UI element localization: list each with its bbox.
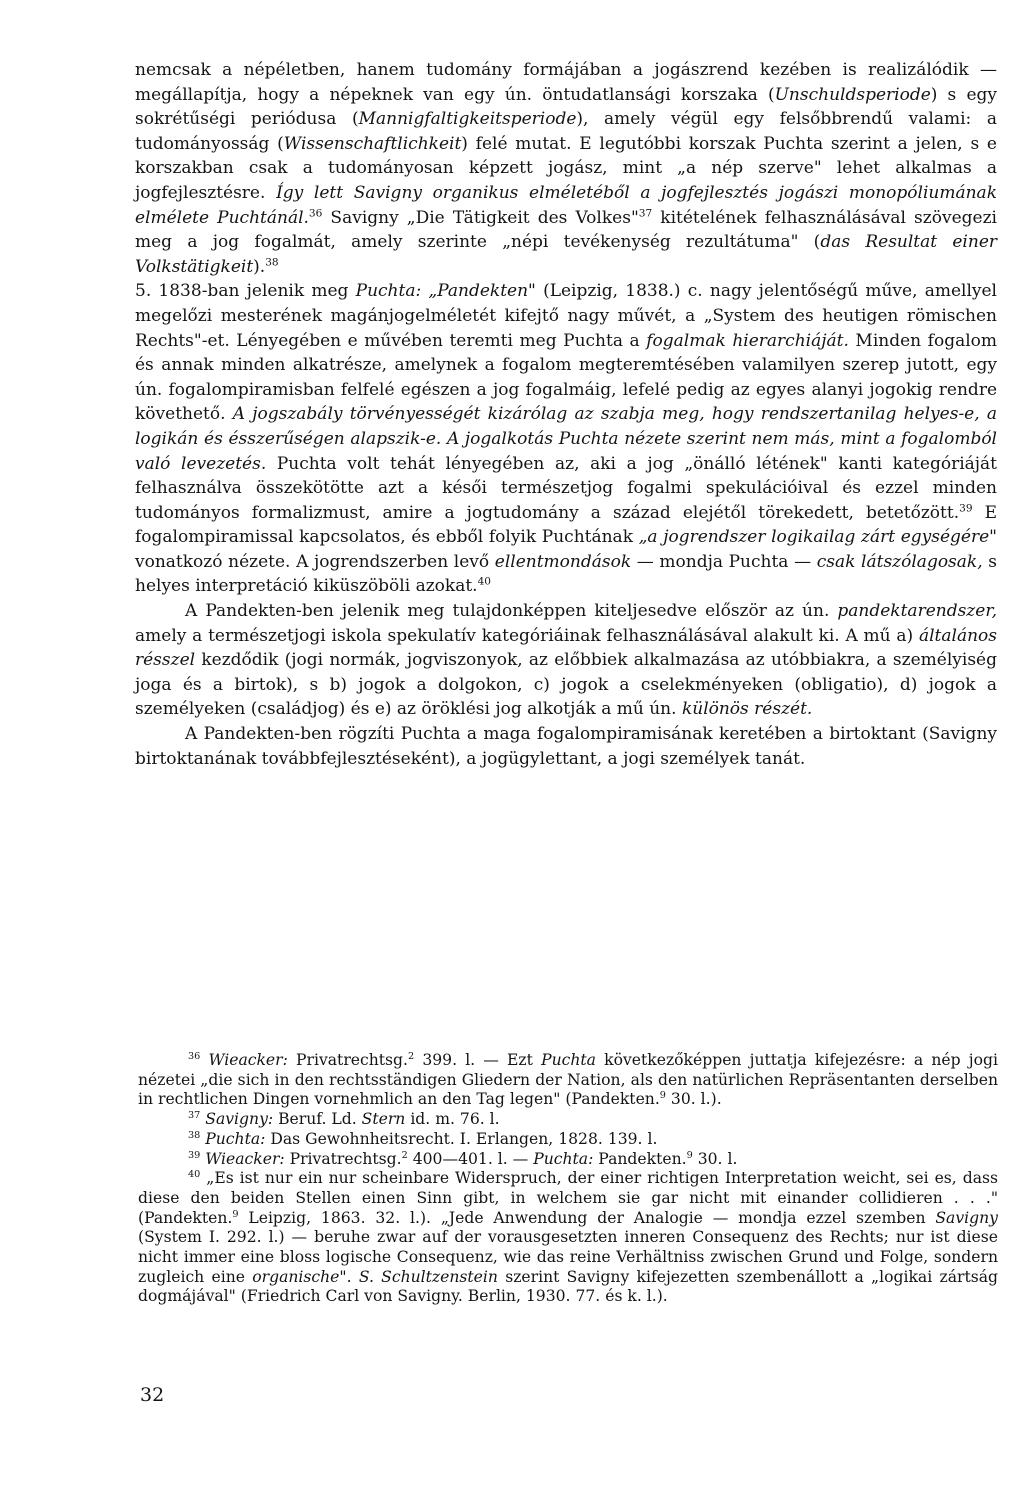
text-run: — mondja Puchta — (631, 551, 817, 572)
text-run: 399. l. — Ezt (414, 1051, 542, 1069)
text-run: Pandekten. (593, 1149, 687, 1168)
text-run: vonatkozó nézete. A jogrendszerben levő (135, 551, 495, 572)
italic-term: Unschuldsperiode (774, 84, 931, 105)
footnote-37 (138, 1110, 998, 1130)
text-run: nemcsak a népéletben, hanem tudomány formájában a jogászrend kezében is realizálódik — megállapítja, hogy a népeknek van egy ún. öntudatlansági korszaka ( (135, 60, 997, 105)
text-run: A Pandekten-ben jelenik meg tulajdonképpen kiteljesedve először az ún. (185, 601, 838, 622)
paragraph-1 (135, 58, 997, 279)
italic-author: Wieacker: (208, 1051, 288, 1069)
text-run: Das Gewohnheitsrecht. I. Erlangen, 1828. 139. l. (265, 1129, 658, 1148)
italic-author: Savigny: (205, 1110, 274, 1129)
edition-sup: 9 (686, 1149, 693, 1161)
italic-author: Puchta: (533, 1149, 594, 1168)
text-run: s helyes interpretáció kiküszöböli azokat. (135, 551, 997, 597)
italic-term: Így lett Savigny organikus elméletéből a jogfejlesztés jogászi monopóliumának elmélete Puchtánál. (135, 182, 997, 228)
edition-sup: 9 (232, 1208, 239, 1220)
italic-term: Puchta: „Pandekten" (355, 281, 536, 302)
italic-term: A jogszabály törvényességét kizárólag az szabja meg, hogy rendszertanilag helyes-e, a logikán és ésszerűségen alapszik-e. A jogalkotás Puchta nézete szerint nem más, mint a fogalomból való levezetés. (135, 404, 997, 474)
text-run: 30. l.). (665, 1090, 722, 1109)
text-run: Leipzig, 1863. 32. l.). „Jede Anwendung der Analogie — mondja ezzel szemben (238, 1208, 936, 1227)
paragraph-3 (135, 599, 997, 722)
text-run: Puchta volt tehát lényegében az, aki a jog „önálló létének" kanti kategóriáját felhasználva összekötötte azt a késői természetjog fogalmi spekulációival és ezzel minden tudományos formalizmust, amire a jogtudomány a század elejétől törekedett, betetőzött. (135, 453, 998, 523)
text-run: id. m. 76. l. (405, 1110, 500, 1129)
italic-term: organische". (252, 1267, 352, 1286)
footnote-38 (138, 1130, 998, 1150)
text-run (352, 1268, 359, 1286)
italic-term: Mannigfaltigkeitsperiode (358, 109, 577, 130)
text-run: amely a természetjogi iskola spekulatív kategóriáinak felhasználásával alakult ki. A mű a) (135, 625, 919, 646)
italic-term: általános résszel (135, 625, 997, 671)
footnote-36 (138, 1051, 998, 1110)
footnote-ref: 37 (638, 206, 653, 219)
footnote-ref: 38 (265, 256, 279, 269)
text-run: kitételének felhasználásával szövegezi meg a jog fogalmát, amely szerinte „népi tevékenység rezultátuma" ( (135, 207, 997, 253)
italic-term: különös részét. (681, 699, 813, 720)
text-run: ), amely végül egy felsőbbrendű valami: a tudományosság ( (135, 109, 997, 154)
italic-term: das Resultat einer Volkstätigkeit (135, 232, 998, 277)
footnote-number: 36 (188, 1050, 201, 1062)
text-run: ) s egy sokrétűségi periódusa ( (135, 84, 997, 130)
text-run: 30. l. (692, 1149, 738, 1168)
text-run: (Leipzig, 1838.) c. nagy jelentőségű műve, amellyel megelőzi mesterének magánjogelméletét kifejtő nagy művét, a „System des heutigen römischen Rechts"-et. Lényegében e művében teremti meg Puchta a (135, 281, 997, 351)
italic-term: fogalmak hierarchiáját. (646, 330, 849, 351)
italic-term: pandektarendszer, (837, 601, 997, 622)
edition-sup: 9 (659, 1090, 666, 1102)
text-run: kezdődik (jogi normák, jogviszonyok, az előbbiek alkalmazása az utóbbiakra, a személyiség joga és a birtok), s b) jogok a dolgokon, c) jogok a cselekményeken (obligatio), d) jogok a személyeken (családjog) és e) az öröklési jog alkotják a mű ún. (135, 650, 997, 720)
text-run: Privatrechtsg. (287, 1051, 408, 1069)
text-run: (System I. 292. l.) — beruhe zwar auf der vorausgesetzten inneren Consequenz des Rechts; nur ist diese nicht immer eine bloss logische Consequenz, wie das reine Verhältniss zwischen Grund und Folge, sondern zugleich eine (138, 1228, 998, 1286)
page-number: 32 (140, 1384, 165, 1406)
footnote-ref: 39 (959, 502, 973, 515)
text-run: ) felé mutat. E legutóbbi korszak Puchta szerint a jelen, s e korszakban csak a tudományosan képzett jogász, mint „a nép szerve" lehet alkalmas a jogfejlesztésre. (135, 133, 997, 203)
italic-term: csak látszólagosak, (816, 551, 983, 572)
italic-term: „a jogrendszer logikailag zárt egységére" (638, 527, 998, 548)
text-run: szerint Savigny kifejezetten szembenállott a „logikai zártság dogmájával" (Friedrich Carl von Savigny. Berlin, 1930. 77. és k. l.). (138, 1267, 998, 1306)
footnote-40 (138, 1169, 998, 1307)
italic-author: S. Schultzenstein (358, 1267, 498, 1286)
edition-sup: 2 (408, 1050, 415, 1062)
paragraph-4 (135, 722, 997, 771)
italic-author: Puchta: (205, 1129, 266, 1148)
italic-author: Savigny (935, 1208, 998, 1227)
text-run: 5. 1838-ban jelenik meg (135, 281, 356, 302)
footnote-ref: 36 (308, 206, 323, 219)
footnote-number: 39 (188, 1149, 201, 1161)
footnote-number: 37 (188, 1109, 201, 1121)
text-run: Savigny „Die Tätigkeit des Volkes" (322, 207, 639, 228)
text-run: ). (253, 256, 266, 277)
text-run: A Pandekten-ben rögzíti Puchta a maga fogalompiramisának keretében a birtoktant (Savigny birtoktanának továbbfejlesztéseként), a jogügylettant, a jogi személyek tanát. (135, 724, 997, 769)
footnote-number: 40 (188, 1169, 201, 1181)
italic-term: ellentmondások (494, 551, 632, 572)
edition-sup: 2 (401, 1149, 408, 1161)
footnote-number: 38 (188, 1129, 201, 1141)
italic-term: Wissenschaftlichkeit (283, 133, 462, 154)
footnote-39 (138, 1150, 998, 1170)
paragraph-2 (135, 279, 997, 599)
text-run: E fogalompiramissal kapcsolatos, és ebből folyik Puchtának (135, 502, 997, 548)
italic-author: Wieacker: (205, 1149, 285, 1168)
text-run: következőképpen juttatja kifejezésre: a nép jogi nézetei „die sich in den rechtsständigen Gliedern der Nation, als den natürlichen Repräsentanten derselben in rechtlichen Dingen vornehmlich an den Tag legen" (Pandekten. (138, 1051, 998, 1109)
text-run: „Es ist nur ein nur scheinbare Widerspruch, der einer richtigen Interpretation weicht, sei es, dass diese den beiden Stellen einen Sinn gibt, in welchem sie gar nicht mit einander collidieren . . ." (Pandekten. (138, 1169, 998, 1227)
italic-author: Puchta (541, 1051, 596, 1069)
text-run: Privatrechtsg. (284, 1149, 402, 1168)
main-text (135, 58, 997, 771)
text-run: Minden fogalom és annak minden alkatrésze, amelynek a fogalom megteremtésében valamilyen szerep jutott, egy ún. fogalompiramisban felfelé egészen a jog fogalmáig, lefelé pedig az egyes alanyi jogokig rendre követhető. (135, 330, 998, 425)
footnote-ref: 40 (477, 575, 491, 588)
text-run: 400—401. l. — (407, 1149, 534, 1168)
italic-author: Stern (361, 1110, 406, 1129)
text-run: Beruf. Ld. (273, 1110, 362, 1129)
footnotes (138, 1051, 998, 1307)
